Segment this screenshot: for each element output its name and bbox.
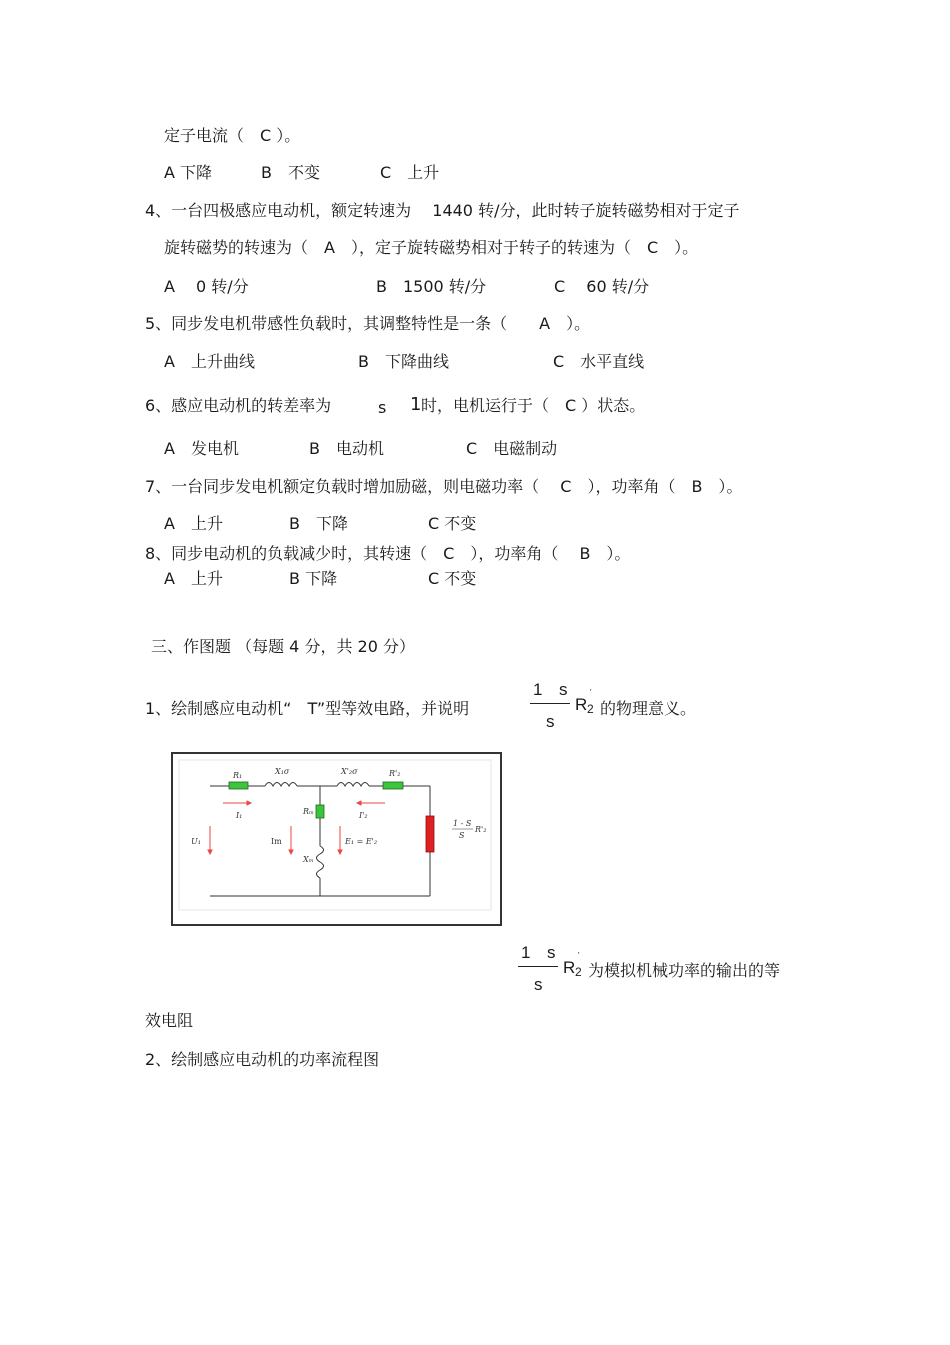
fraction-r: R <box>575 695 588 714</box>
fraction-prime: ' <box>590 688 592 697</box>
q6-one: 1 <box>410 394 422 415</box>
q4-option-a: A 0 转/分 <box>164 277 249 296</box>
fraction-num-one: 1 <box>533 680 543 699</box>
drawing-q1-text-b: 的物理意义。 <box>600 699 697 718</box>
label-r2: R'₂ <box>389 769 401 778</box>
r1-resistor <box>229 782 248 789</box>
q8-option-c: C 不变 <box>428 569 477 588</box>
drawing-q2-text: 2、绘制感应电动机的功率流程图 <box>145 1050 380 1069</box>
q8-text: 8、同步电动机的负载减少时，其转速（ C ），功率角（ B ）。 <box>145 544 631 563</box>
answer-text-tail: 为模拟机械功率的输出的等 <box>588 961 781 980</box>
label-u1: U₁ <box>191 837 201 846</box>
section-3-heading: 三、作图题 （每题 4 分，共 20 分） <box>151 637 415 656</box>
q8-option-b: B 下降 <box>289 569 338 588</box>
label-load-r: R'₂ <box>475 825 487 834</box>
fraction2-den-s: s <box>534 975 543 994</box>
label-r1: R₁ <box>233 771 243 780</box>
fraction2-num-one: 1 <box>521 943 531 962</box>
fraction-num-s: s <box>559 680 568 699</box>
q7-option-b: B 下降 <box>289 514 348 533</box>
q3-option-c: C 上升 <box>380 163 440 182</box>
q7-option-a: A 上升 <box>164 514 223 533</box>
label-im: Im <box>271 837 282 846</box>
fraction-formula-1 <box>530 680 600 732</box>
r2-resistor <box>383 782 403 789</box>
q6-text-b: 时，电机运行于（ C ）状态。 <box>421 396 646 415</box>
q6-option-b: B 电动机 <box>309 439 384 458</box>
label-xm: Xₘ <box>303 855 314 864</box>
label-i1: I₁ <box>236 811 243 820</box>
fraction-sub: 2 <box>587 702 594 716</box>
q4-line1: 4、一台四极感应电动机，额定转速为 1440 转/分，此时转子旋转磁势相对于定子 <box>145 201 740 220</box>
fraction-den-s: s <box>546 712 555 731</box>
label-load-bot: S <box>459 831 465 840</box>
label-load-top: 1 - S <box>453 819 472 828</box>
answer-text-continued: 效电阻 <box>145 1011 194 1030</box>
q5-option-b: B 下降曲线 <box>358 352 449 371</box>
q4-option-c: C 60 转/分 <box>554 277 650 296</box>
q6-option-c: C 电磁制动 <box>466 439 558 458</box>
q7-text: 7、一台同步发电机额定负载时增加励磁，则电磁功率（ C ），功率角（ B ）。 <box>145 477 743 496</box>
q6-text-a: 6、感应电动机的转差率为 <box>145 396 332 415</box>
q3-tail: 定子电流（ C ）。 <box>164 126 301 145</box>
q5-text: 5、同步发电机带感性负载时，其调整特性是一条（ A ）。 <box>145 314 591 333</box>
fraction2-r: R <box>563 958 576 977</box>
fraction-formula-2 <box>518 943 588 995</box>
circuit-labels <box>191 767 486 864</box>
q5-option-a: A 上升曲线 <box>164 352 255 371</box>
fraction-bar <box>530 703 570 704</box>
label-e: E₁ = E'₂ <box>345 837 378 846</box>
fraction2-num-s: s <box>547 943 556 962</box>
label-x1: X₁σ <box>275 767 290 776</box>
current-arrows <box>208 801 385 854</box>
q4-line2: 旋转磁势的转速为（ A ），定子旋转磁势相对于转子的转速为（ C ）。 <box>164 238 699 257</box>
q6-option-a: A 发电机 <box>164 439 239 458</box>
q3-option-b: B 不变 <box>261 163 320 182</box>
fraction2-sub: 2 <box>575 965 582 979</box>
drawing-q1-text-a: 1、绘制感应电动机“ T”型等效电路，并说明 <box>145 699 470 718</box>
load-resistor <box>426 816 434 852</box>
label-rm: Rₘ <box>303 807 314 816</box>
fraction2-bar <box>518 966 558 967</box>
label-i2: I'₂ <box>359 811 368 820</box>
q7-option-c: C 不变 <box>428 514 477 533</box>
rm-resistor <box>316 805 324 818</box>
circuit-diagram <box>173 754 500 924</box>
t-equivalent-circuit-figure <box>171 752 502 926</box>
fraction2-prime: ' <box>578 951 580 960</box>
label-x2: X'₂σ <box>341 767 358 776</box>
q8-option-a: A 上升 <box>164 569 223 588</box>
q6-s-symbol: s <box>378 398 387 417</box>
q5-option-c: C 水平直线 <box>553 352 645 371</box>
q4-option-b: B 1500 转/分 <box>376 277 487 296</box>
q3-option-a: A 下降 <box>164 163 213 182</box>
